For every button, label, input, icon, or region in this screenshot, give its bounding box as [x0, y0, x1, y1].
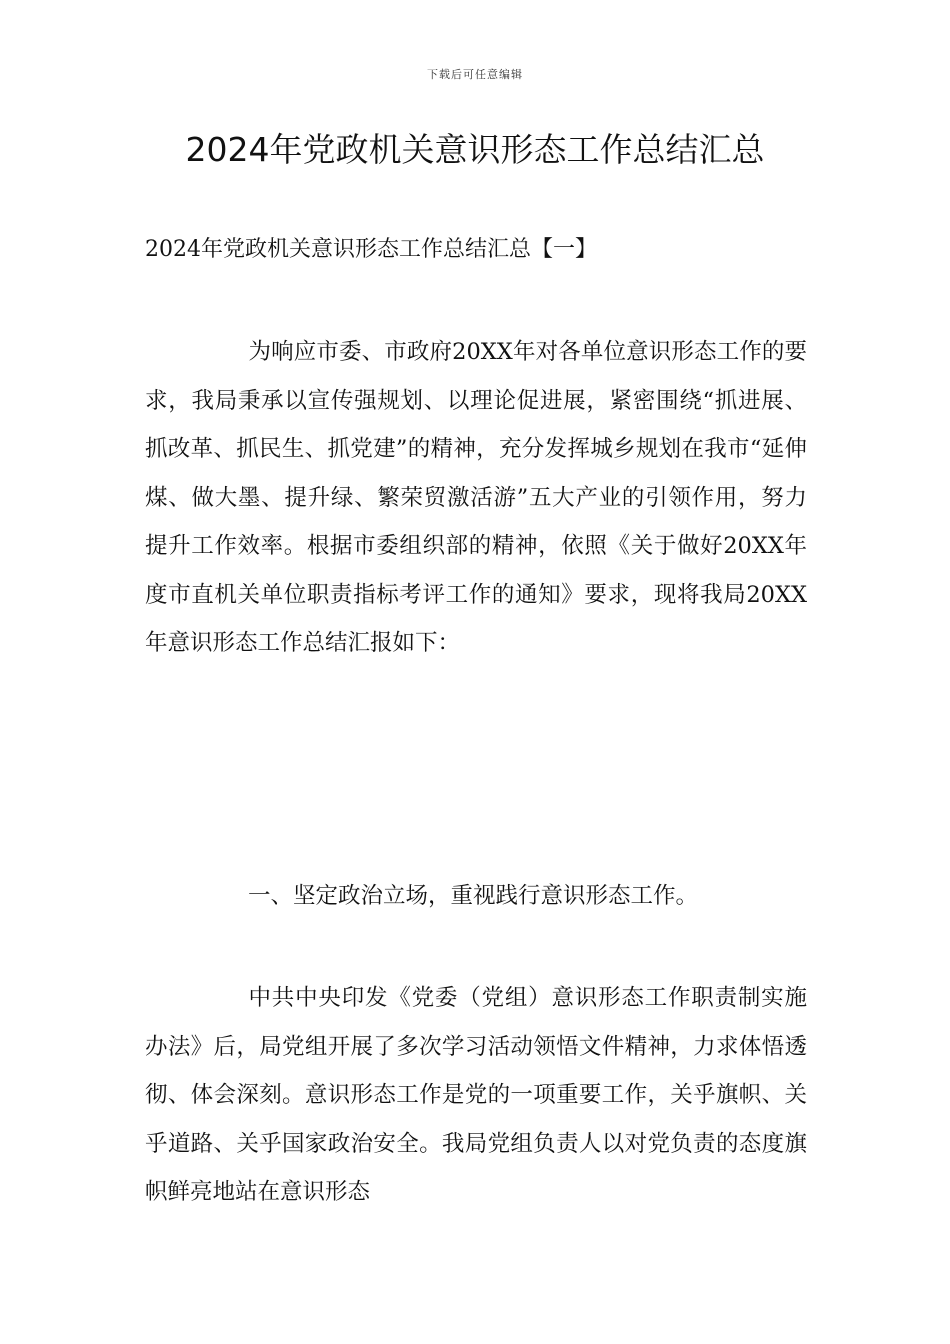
intro-paragraph: 为响应市委、市政府20XX年对各单位意识形态工作的要求，我局秉承以宣传强规划、以理论促进展，紧密围绕“抓进展、抓改革、抓民生、抓党建”的精神，充分发挥城乡规划在我市“延伸煤、做大墨、提升绿、繁荣贸激活游”五大产业的引领作用，努力提升工作效率。根据市委组织部的精神，依照《关于做好20XX年度市直机关单位职责指标考评工作的通知》要求，现将我局20XX年意识形态工作总结汇报如下：: [145, 339, 807, 656]
section-heading-1: 一、坚定政治立场，重视践行意识形态工作。: [248, 883, 699, 909]
document-subtitle: 2024年党政机关意识形态工作总结汇总【一】: [145, 237, 597, 262]
header-note: 下载后可任意编辑: [427, 68, 523, 81]
section-1-paragraph: 中共中央印发《党委（党组）意识形态工作职责制实施办法》后，局党组开展了多次学习活动领悟文件精神，力求体悟透彻、体会深刻。意识形态工作是党的一项重要工作，关乎旗帜、关乎道路、关乎国家政治安全。我局党组负责人以对党负责的态度旗帜鲜亮地站在意识形态: [145, 985, 807, 1205]
document-title: 2024年党政机关意识形态工作总结汇总: [185, 130, 765, 169]
